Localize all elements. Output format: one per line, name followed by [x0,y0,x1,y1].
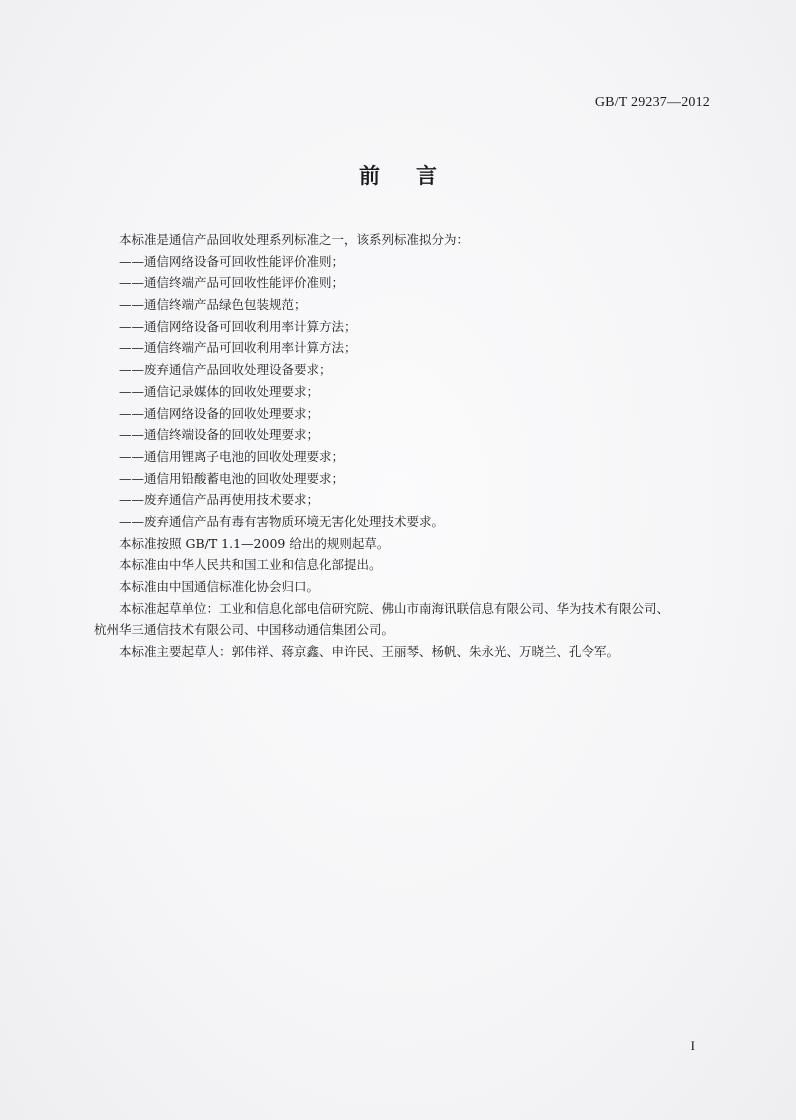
drafting-units-line-1: 本标准起草单位：工业和信息化部电信研究院、佛山市南海讯联信息有限公司、华为技术有限公司、 [119,600,670,616]
list-item: ——通信网络设备可回收性能评价准则； [119,253,345,269]
list-item: ——通信终端产品可回收性能评价准则； [119,275,345,291]
list-item: ——通信终端产品绿色包装规范； [119,297,307,313]
list-item: ——通信网络设备可回收利用率计算方法； [119,318,357,334]
standard-number: GB/T 29237—2012 [594,95,710,110]
list-item: ——废弃通信产品回收处理设备要求； [119,362,332,378]
page-number: I [690,1038,695,1053]
list-item: ——通信记录媒体的回收处理要求； [119,383,320,399]
list-item: ——通信用锂离子电池的回收处理要求； [119,448,345,464]
list-item: ——通信网络设备的回收处理要求； [119,405,320,421]
intro-paragraph: 本标准是通信产品回收处理系列标准之一，该系列标准拟分为： [119,232,470,247]
foreword-body [94,229,714,663]
drafting-units-line-2: 杭州华三通信技术有限公司、中国移动通信集团公司。 [94,622,395,638]
list-item: ——通信终端设备的回收处理要求； [119,427,320,443]
proposed-by-paragraph: 本标准由中华人民共和国工业和信息化部提出。 [119,557,382,573]
jurisdiction-paragraph: 本标准由中国通信标准化协会归口。 [119,579,320,594]
list-item: ——通信终端产品可回收利用率计算方法； [119,340,357,356]
series-list [94,251,714,533]
list-item: ——废弃通信产品有毒有害物质环境无害化处理技术要求。 [119,513,445,529]
drafters-paragraph: 本标准主要起草人：郭伟祥、蒋京鑫、申许民、王丽琴、杨帆、朱永光、万晓兰、孔令军。 [119,644,620,660]
list-item: ——废弃通信产品再使用技术要求； [119,492,320,508]
page-title: 前言 [359,164,473,188]
drafting-rules-paragraph: 本标准按照 GB/T 1.1—2009 给出的规则起草。 [119,535,390,551]
list-item: ——通信用铅酸蓄电池的回收处理要求； [119,470,345,486]
